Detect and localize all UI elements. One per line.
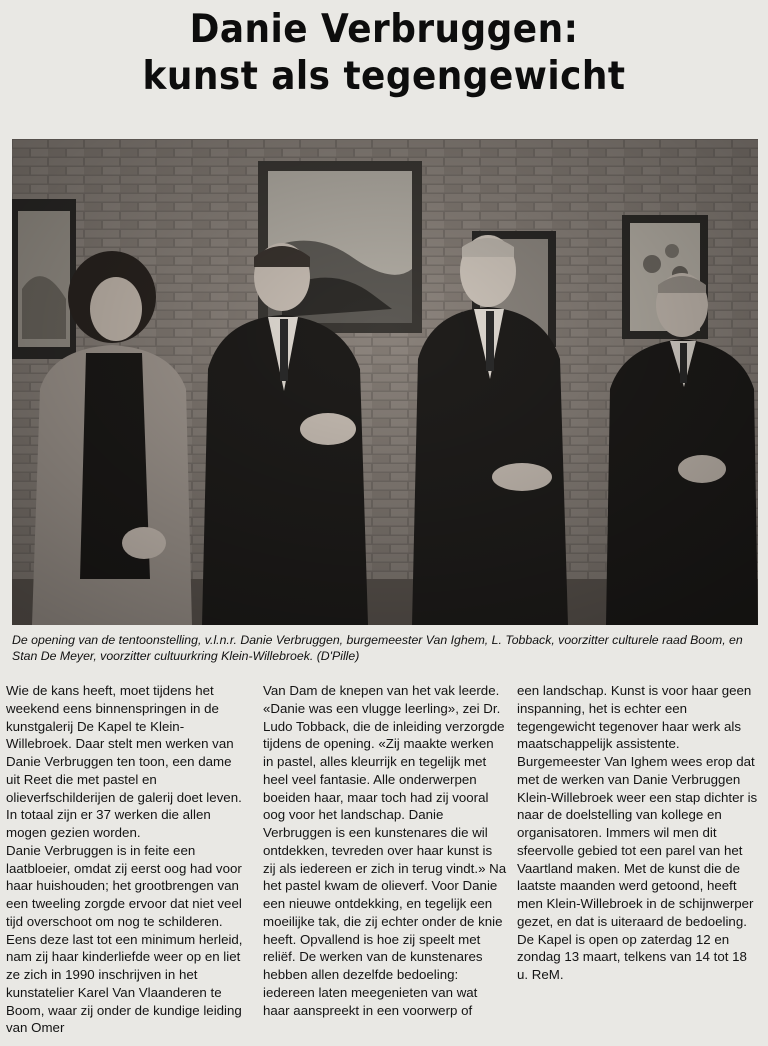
paragraph: een landschap. Kunst is voor haar geen inspanning, het is echter een tegengewicht tegenover haar werk als maatschappelijk assistente.	[517, 683, 752, 752]
photo	[12, 139, 758, 625]
paragraph: Danie Verbruggen is in feite een laatbloeier, omdat zij eerst oog had voor haar huishouden; het grootbrengen van een tweeling zorgde ervoor dat niet veel tijd overschoot om nog te schilderen. Eens deze last tot een minimum herleid, nam zij haar kinderliefde weer op en liet ze zich in 1990 inschrijven in het kunstatelier Karel Van Vlaanderen te Boom, waar zij onder de kundige leiding van Omer	[6, 842, 243, 1036]
article-column-2	[263, 682, 507, 1019]
paragraph: Van Dam de knepen van het vak leerde. «Danie was een vlugge leerling», zei Dr. Ludo Tobback, die de inleiding verzorgde tijdens de opening. «Zij maakte werken in pastel, alles kleurrijk en tegelijk met heel veel fantasie. Alle onderwerpen boeiden haar, maar toch had zij vooral oog voor het landschap. Danie Verbruggen is een kunstenares die wil ontdekken, tevreden over haar kunst is zij als iedereen er zich in terug vindt.» Na het pastel kwam de olieverf. Voor Danie een nieuwe ontdekking, en tegelijk een moeilijke tak, die zij echter onder de knie heeft. Opvallend is hoe zij speelt met reliëf. De werken van de kunstenares hebben allen dezelfde bedoeling: iedereen laten meegenieten van wat haar aanspreekt in een voorwerp of	[263, 683, 507, 1018]
headline-line-2: kunst als tegengewicht	[142, 54, 626, 99]
article-column-1	[6, 682, 246, 1037]
headline-line-1: Danie Verbruggen:	[189, 7, 579, 52]
photo-icon	[12, 139, 758, 625]
paragraph: Wie de kans heeft, moet tijdens het weekend eens binnenspringen in de kunstgalerij De Kapel te Klein-Willebroek. Daar stelt men werken van Danie Verbruggen ten toon, een dame uit Reet die met pastel en olieverfschilderijen de galerij doet leven. In totaal zijn er 37 werken die allen mogen gezien worden.	[6, 683, 242, 840]
paragraph: De Kapel is open op zaterdag 12 en zondag 13 maart, telkens van 14 tot 18 u. ReM.	[517, 931, 747, 982]
article-column-3	[517, 682, 761, 984]
headline	[0, 6, 768, 100]
paragraph: Burgemeester Van Ighem wees erop dat met de werken van Danie Verbruggen Klein-Willebroek weer een stap dichter is naar de doelstelling van kollege en organisatoren. Immers wil men dit sfeervolle gebied tot een parel van het Vaartland maken. Met de kunst die de laatste maanden werd getoond, heeft men Klein-Willebroek in de schijnwerper gezet, en dat is uiteraard de bedoeling.	[517, 754, 758, 929]
photo-caption: De opening van de tentoonstelling, v.l.n.r. Danie Verbruggen, burgemeester Van Ighem, L. Tobback, voorzitter culturele raad Boom, en Stan De Meyer, voorzitter cultuurkring Klein-Willebroek. (D'Pille)	[12, 633, 743, 663]
